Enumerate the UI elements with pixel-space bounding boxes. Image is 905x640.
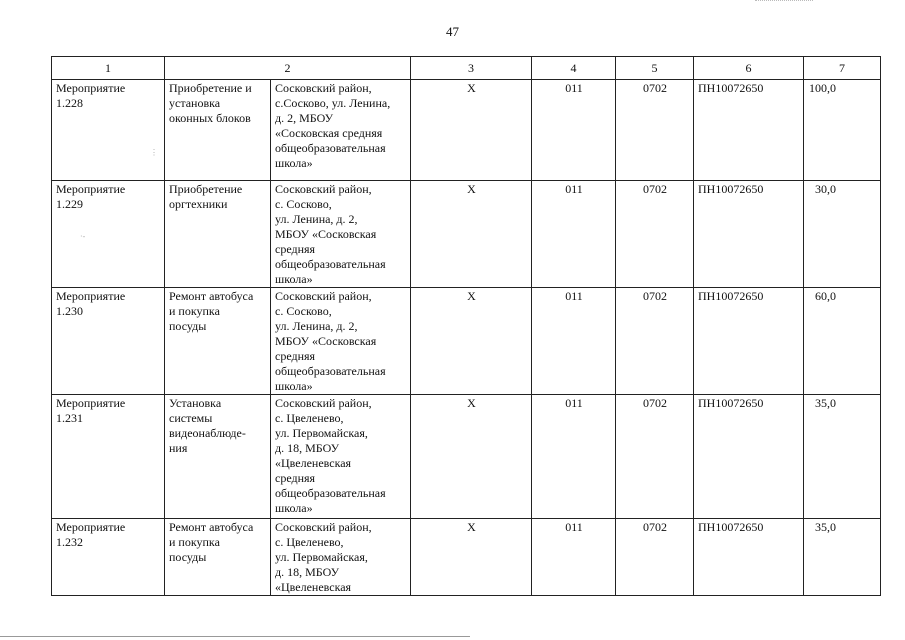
activity-name-cell [165, 395, 271, 519]
address-cell-line: средняя [275, 471, 316, 485]
address-cell [271, 288, 411, 395]
col6-cell: ПН10072650 [694, 181, 804, 288]
measure-cell [52, 519, 165, 596]
col7-cell: 35,0 [804, 395, 881, 519]
activity-name-cell-line: системы [169, 411, 213, 425]
address-cell-line: общеобразовательная [275, 364, 386, 378]
col6-cell: ПН10072650 [694, 80, 804, 181]
col5-cell: 0702 [616, 288, 694, 395]
page-number: 47 [446, 24, 459, 39]
address-cell-line: д. 18, МБОУ [275, 565, 340, 579]
address-cell [271, 395, 411, 519]
budget-table [51, 56, 881, 596]
measure-cell [52, 395, 165, 519]
address-cell-line: школа» [275, 272, 313, 286]
col7-cell: 35,0 [804, 519, 881, 596]
measure-cell-line: 1.230 [56, 304, 83, 318]
table-row [52, 519, 881, 596]
address-cell [271, 519, 411, 596]
activity-name-cell [165, 80, 271, 181]
address-cell-line: средняя [275, 242, 316, 256]
activity-name-cell [165, 181, 271, 288]
address-cell [271, 80, 411, 181]
address-cell-line: Сосковский район, [275, 289, 372, 303]
address-cell-line: Сосковский район, [275, 520, 372, 534]
measure-cell-line: 1.229 [56, 197, 83, 211]
measure-cell-line: 1.228 [56, 96, 83, 110]
measure-cell-line: Мероприятие [56, 81, 126, 95]
col6-cell: ПН10072650 [694, 395, 804, 519]
address-cell-line: школа» [275, 501, 313, 515]
table-row [52, 80, 881, 181]
measure-cell-line: Мероприятие [56, 396, 126, 410]
scan-artifact-bottom [0, 636, 470, 637]
table-row [52, 181, 881, 288]
activity-name-cell-line: Ремонт автобуса [169, 289, 254, 303]
measure-cell-line: Мероприятие [56, 182, 126, 196]
address-cell-line: общеобразовательная [275, 486, 386, 500]
activity-name-cell-line: видеонаблюде- [169, 426, 246, 440]
col7-cell: 100,0 [804, 80, 881, 181]
activity-name-cell-line: посуды [169, 550, 207, 564]
activity-name-cell-line: ния [169, 441, 188, 455]
col3-cell: Х [411, 80, 532, 181]
address-cell-line: ул. Ленина, д. 2, [275, 319, 358, 333]
address-cell-line: с. Цвеленево, [275, 535, 344, 549]
col5-cell: 0702 [616, 80, 694, 181]
activity-name-cell-line: оконных блоков [169, 111, 251, 125]
col5-cell: 0702 [616, 519, 694, 596]
address-cell-line: общеобразовательная [275, 257, 386, 271]
activity-name-cell-line: и покупка [169, 304, 220, 318]
address-cell-line: с. Сосково, [275, 197, 332, 211]
address-cell-line: д. 18, МБОУ [275, 441, 340, 455]
header-cell-7: 7 [804, 57, 881, 80]
measure-cell-line: 1.231 [56, 411, 83, 425]
measure-cell [52, 80, 165, 181]
col4-cell: 011 [532, 395, 616, 519]
address-cell-line: ул. Первомайская, [275, 426, 368, 440]
address-cell-line: школа» [275, 156, 313, 170]
activity-name-cell [165, 519, 271, 596]
address-cell-line: ул. Ленина, д. 2, [275, 212, 358, 226]
address-cell-line: «Цвеленевская [275, 580, 352, 594]
col4-cell: 011 [532, 519, 616, 596]
activity-name-cell [165, 288, 271, 395]
col6-cell: ПН10072650 [694, 288, 804, 395]
col4-cell: 011 [532, 288, 616, 395]
address-cell-line: «Цвеленевская [275, 456, 352, 470]
header-cell-5: 5 [616, 57, 694, 80]
address-cell-line: с. Цвеленево, [275, 411, 344, 425]
measure-cell [52, 288, 165, 395]
col5-cell: 0702 [616, 181, 694, 288]
header-row [52, 57, 881, 80]
address-cell-line: МБОУ «Сосковская [275, 334, 377, 348]
scan-speck: ·‑ [80, 232, 86, 241]
activity-name-cell-line: Ремонт автобуса [169, 520, 254, 534]
header-cell-2: 2 [165, 57, 411, 80]
address-cell-line: МБОУ «Сосковская [275, 227, 377, 241]
scan-speck: ⋮ [150, 148, 158, 157]
measure-cell-line: 1.232 [56, 535, 83, 549]
address-cell-line: д. 2, МБОУ [275, 111, 334, 125]
measure-cell-line: Мероприятие [56, 520, 126, 534]
address-cell-line: с.Сосково, ул. Ленина, [275, 96, 391, 110]
table-row [52, 395, 881, 519]
measure-cell [52, 181, 165, 288]
col3-cell: Х [411, 395, 532, 519]
table-row [52, 288, 881, 395]
activity-name-cell-line: Приобретение [169, 182, 243, 196]
activity-name-cell-line: посуды [169, 319, 207, 333]
activity-name-cell-line: Установка [169, 396, 222, 410]
col5-cell: 0702 [616, 395, 694, 519]
address-cell-line: с. Сосково, [275, 304, 332, 318]
scan-artifact-top [755, 0, 813, 3]
address-cell-line: средняя [275, 349, 316, 363]
activity-name-cell-line: и покупка [169, 535, 220, 549]
address-cell-line: ул. Первомайская, [275, 550, 368, 564]
header-cell-6: 6 [694, 57, 804, 80]
activity-name-cell-line: установка [169, 96, 221, 110]
col7-cell: 60,0 [804, 288, 881, 395]
col7-cell: 30,0 [804, 181, 881, 288]
col3-cell: Х [411, 288, 532, 395]
address-cell-line: школа» [275, 379, 313, 393]
col4-cell: 011 [532, 80, 616, 181]
header-cell-1: 1 [52, 57, 165, 80]
address-cell-line: «Сосковская средняя [275, 126, 383, 140]
address-cell-line: Сосковский район, [275, 81, 372, 95]
col4-cell: 011 [532, 181, 616, 288]
header-cell-4: 4 [532, 57, 616, 80]
activity-name-cell-line: Приобретение и [169, 81, 252, 95]
col3-cell: Х [411, 181, 532, 288]
measure-cell-line: Мероприятие [56, 289, 126, 303]
col6-cell: ПН10072650 [694, 519, 804, 596]
address-cell-line: Сосковский район, [275, 396, 372, 410]
address-cell-line: Сосковский район, [275, 182, 372, 196]
header-cell-3: 3 [411, 57, 532, 80]
activity-name-cell-line: оргтехники [169, 197, 228, 211]
address-cell-line: общеобразовательная [275, 141, 386, 155]
col3-cell: Х [411, 519, 532, 596]
address-cell [271, 181, 411, 288]
